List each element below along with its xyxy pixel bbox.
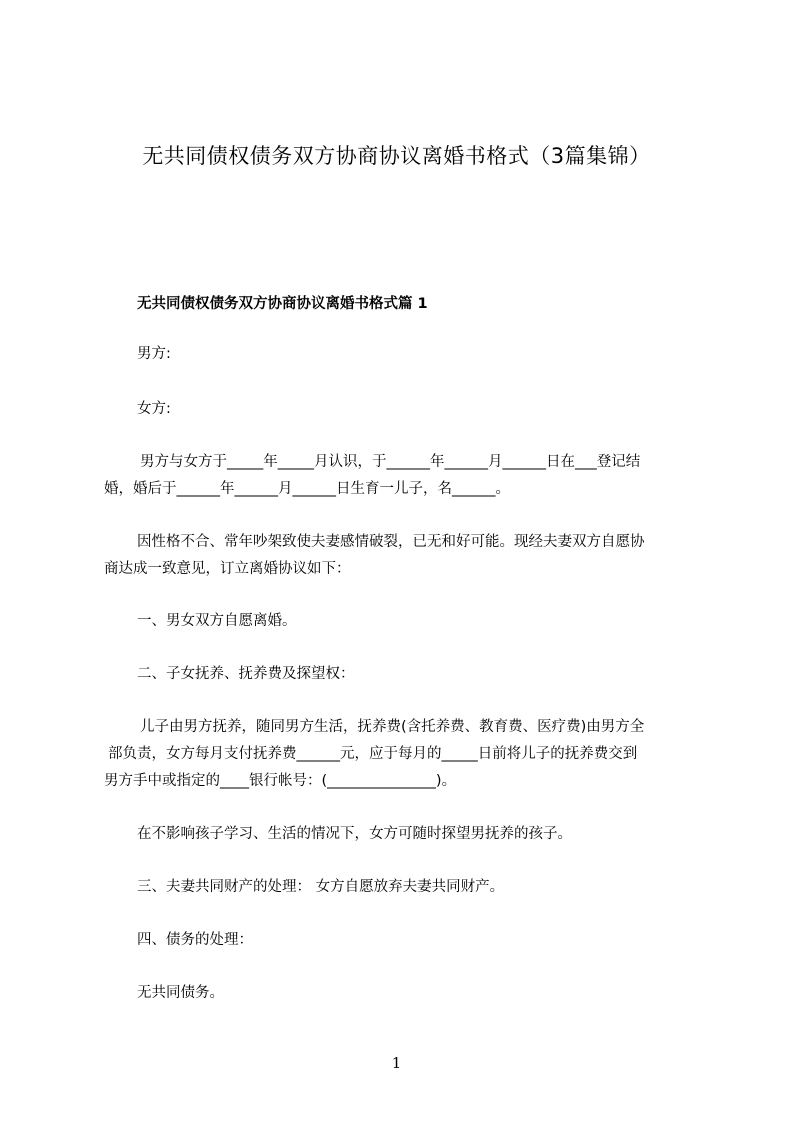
- paragraph-5: 无共同债务。: [137, 985, 224, 1001]
- document-title: 无共同债权债务双方协商协议离婚书格式（3篇集锦）: [142, 144, 651, 168]
- paragraph-2-line-2: 商达成一致意见，订立离婚协议如下：: [104, 561, 351, 577]
- paragraph-3-line-2: 部负责，女方每月支付抚养费______元，应于每月的_____日前将儿子的抚养费交到: [108, 746, 638, 762]
- item-2: 二、子女抚养、抚养费及探望权：: [137, 666, 355, 682]
- page-number: 1: [391, 1054, 402, 1072]
- male-label: 男方:: [137, 346, 171, 362]
- item-4: 四、债务的处理：: [137, 932, 253, 948]
- female-label: 女方:: [137, 401, 171, 417]
- section-heading: 无共同债权债务双方协商协议离婚书格式篇 1: [137, 296, 428, 312]
- paragraph-2-line-1: 因性格不合、常年吵架致使夫妻感情破裂，已无和好可能。现经夫妻双方自愿协: [137, 534, 645, 550]
- item-1: 一、男女双方自愿离婚。: [137, 613, 297, 629]
- paragraph-4: 在不影响孩子学习、生活的情况下，女方可随时探望男抚养的孩子。: [137, 826, 572, 842]
- paragraph-3-line-3: 男方手中或指定的____银行帐号：(_______________)。: [104, 773, 457, 789]
- item-3: 三、夫妻共同财产的处理： 女方自愿放弃夫妻共同财产。: [137, 879, 505, 895]
- paragraph-3-line-1: 儿子由男方抚养，随同男方生活，抚养费(含托养费、教育费、医疗费)由男方全: [140, 719, 645, 735]
- paragraph-1-line-1: 男方与女方于_____年_____月认识，于______年______月______日在___登记结: [140, 454, 641, 470]
- paragraph-1-line-2: 婚，婚后于______年______月______日生育一儿子，名______。: [104, 481, 510, 497]
